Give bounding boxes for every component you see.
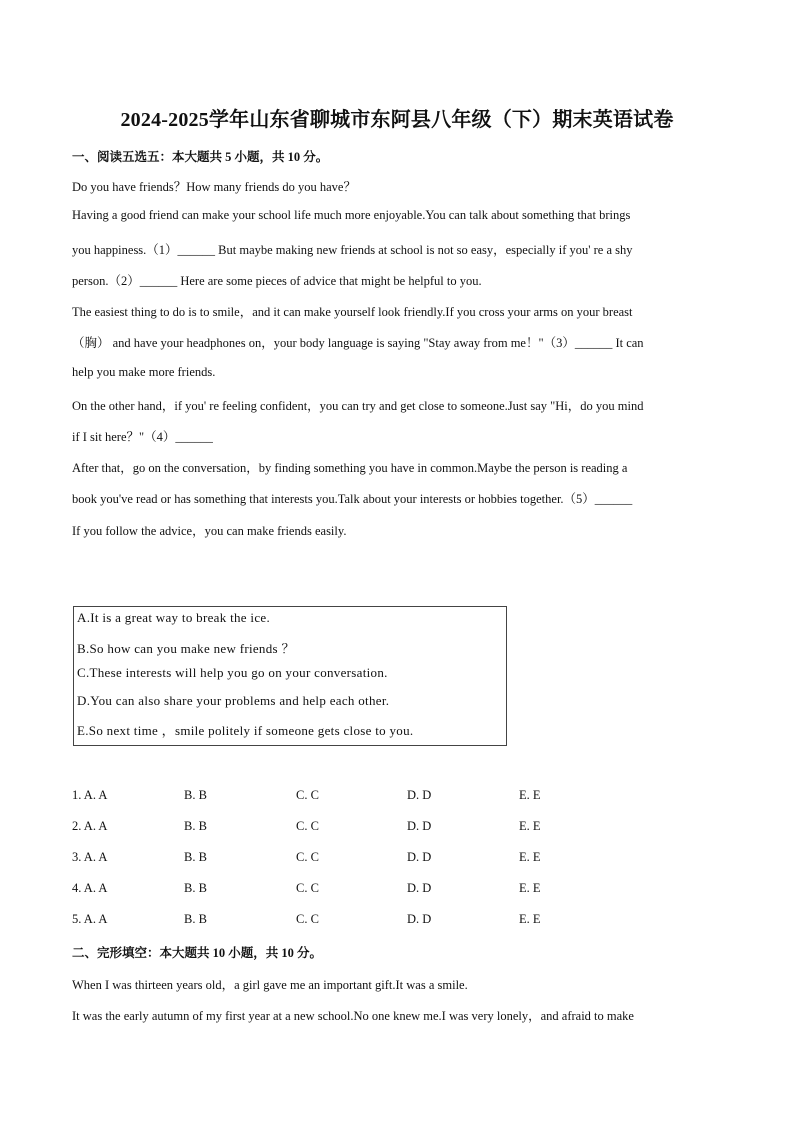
section-1-heading: 一、阅读五选五：本大题共 5 小题，共 10 分。 [72,150,329,164]
passage-line: person.（2）______ Here are some pieces of advice that might be helpful to you. [72,274,482,288]
exam-title: 2024-2025学年山东省聊城市东阿县八年级（下）期末英语试卷 [120,109,674,131]
passage-line: （胸） and have your headphones on，your body language is saying "Stay away from me！"（3）______ It can [72,336,644,350]
question-number-choice-a: 1. A. A [72,788,108,802]
choice-d: D. D [407,788,432,802]
question-row [72,850,672,868]
passage-line: It was the early autumn of my first year at a new school.No one knew me.I was very lonely，and afraid to make [72,1009,634,1023]
choice-e: E. E [519,912,541,926]
question-number-choice-a: 4. A. A [72,881,108,895]
options-box [73,606,507,746]
passage-line: book you've read or has something that interests you.Talk about your interests or hobbies together.（5）______ [72,492,633,506]
section-2-heading: 二、完形填空：本大题共 10 小题，共 10 分。 [72,946,323,960]
passage-line: Do you have friends？How many friends do you have？ [72,180,356,194]
choice-b: B. B [184,819,207,833]
passage-line: The easiest thing to do is to smile，and it can make yourself look friendly.If you cross your arms on your breast [72,305,633,319]
choice-e: E. E [519,788,541,802]
choice-b: B. B [184,881,207,895]
question-row [72,881,672,899]
choice-c: C. C [296,881,319,895]
passage-line: When I was thirteen years old，a girl gave me an important gift.It was a smile. [72,978,468,992]
question-number-choice-a: 3. A. A [72,850,108,864]
option-c: C.These interests will help you go on your conversation. [77,665,388,680]
choice-c: C. C [296,912,319,926]
question-number-choice-a: 5. A. A [72,912,108,926]
choice-d: D. D [407,881,432,895]
choice-c: C. C [296,819,319,833]
choice-c: C. C [296,788,319,802]
question-row [72,912,672,930]
choice-d: D. D [407,819,432,833]
choice-d: D. D [407,912,432,926]
choice-d: D. D [407,850,432,864]
question-number-choice-a: 2. A. A [72,819,108,833]
choice-b: B. B [184,850,207,864]
passage-line: On the other hand，if you' re feeling confident，you can try and get close to someone.Just say "Hi，do you mind [72,399,644,413]
passage-line: If you follow the advice，you can make friends easily. [72,524,347,538]
choice-b: B. B [184,788,207,802]
choice-e: E. E [519,881,541,895]
choice-e: E. E [519,819,541,833]
choice-e: E. E [519,850,541,864]
question-row [72,819,672,837]
option-a: A.It is a great way to break the ice. [77,610,271,625]
passage-line: if I sit here？"（4）______ [72,430,213,444]
choice-b: B. B [184,912,207,926]
option-d: D.You can also share your problems and help each other. [77,693,390,708]
question-row [72,788,672,806]
option-e: E.So next time ，smile politely if someone gets close to you. [77,723,414,738]
passage-line: you happiness.（1）______ But maybe making new friends at school is not so easy，especially if you' re a shy [72,243,633,257]
passage-line: After that，go on the conversation，by finding something you have in common.Maybe the person is reading a [72,461,628,475]
passage-line: help you make more friends. [72,365,216,379]
option-b: B.So how can you make new friends ？ [77,641,295,656]
choice-c: C. C [296,850,319,864]
passage-line: Having a good friend can make your school life much more enjoyable.You can talk about something that brings [72,208,631,222]
